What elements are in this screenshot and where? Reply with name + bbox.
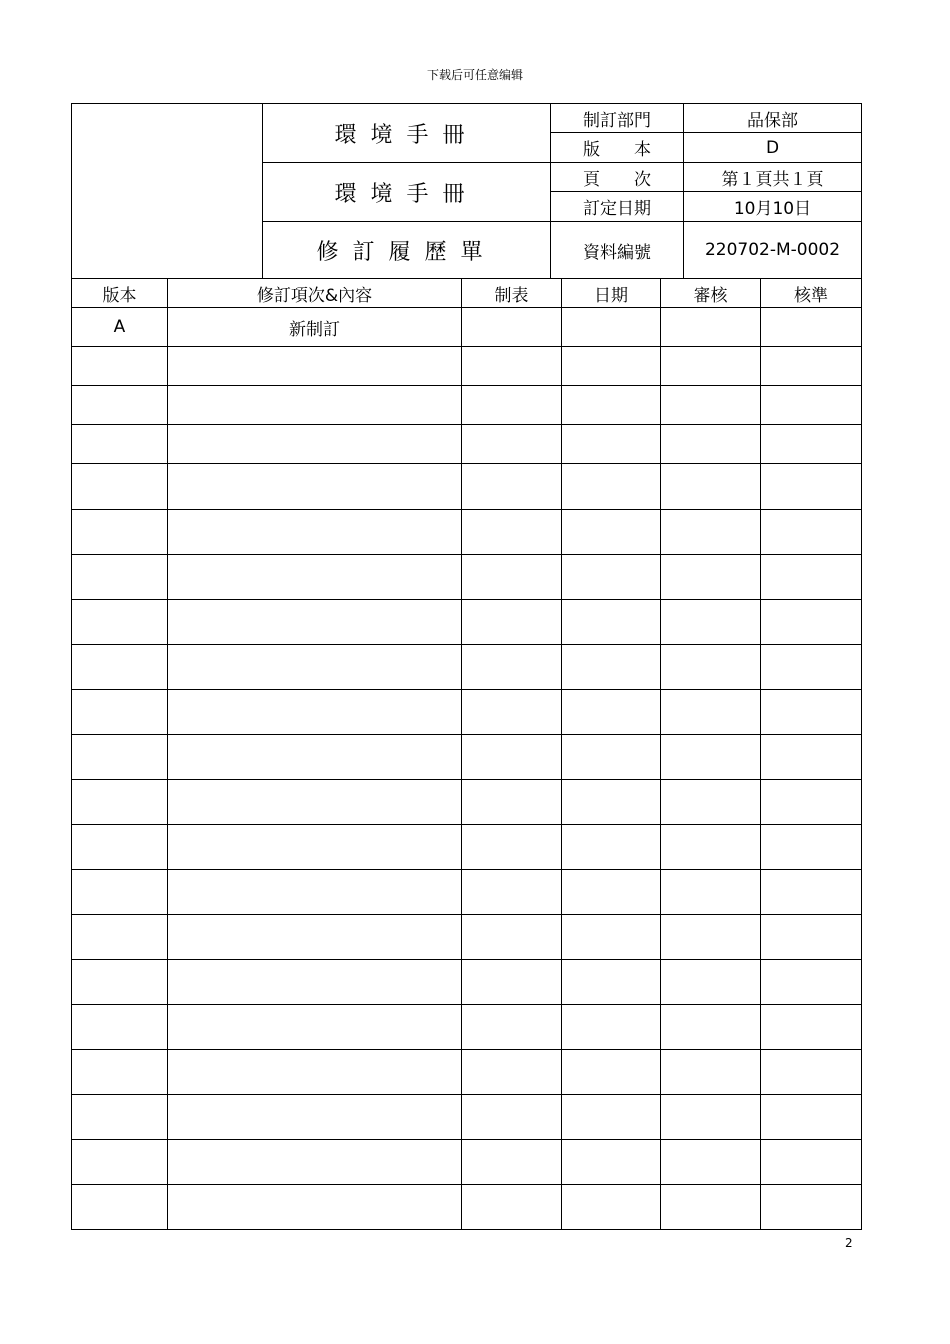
- cell-content: [168, 870, 462, 915]
- column-header-content: 修訂項次&內容: [168, 279, 462, 308]
- cell-content: [168, 1005, 462, 1050]
- cell-content: [168, 915, 462, 960]
- dept-value: 品保部: [684, 104, 862, 133]
- cell-approved: [761, 425, 862, 464]
- cell-prepared: [462, 1095, 562, 1140]
- manual-title-1: 環境手冊: [263, 104, 551, 163]
- cell-version: [72, 960, 168, 1005]
- top-note: 下载后可任意编辑: [426, 68, 523, 82]
- cell-content: [168, 780, 462, 825]
- cell-content: [168, 600, 462, 645]
- cell-version: [72, 645, 168, 690]
- page-label: 頁 次: [551, 163, 684, 192]
- cell-reviewed: [661, 1050, 761, 1095]
- table-row: [72, 308, 862, 347]
- form-title: 修訂履歷單: [263, 222, 551, 279]
- cell-approved: [761, 825, 862, 870]
- cell-content: 新制訂: [168, 308, 462, 347]
- table-row: [72, 510, 862, 555]
- cell-approved: [761, 1140, 862, 1185]
- cell-date: [562, 347, 661, 386]
- cell-version: [72, 386, 168, 425]
- cell-date: [562, 780, 661, 825]
- cell-reviewed: [661, 1095, 761, 1140]
- cell-version: A: [72, 308, 168, 347]
- cell-version: [72, 1005, 168, 1050]
- cell-prepared: [462, 1140, 562, 1185]
- page-value: 第１頁共１頁: [684, 163, 862, 192]
- cell-approved: [761, 555, 862, 600]
- cell-content: [168, 1185, 462, 1230]
- cell-version: [72, 1185, 168, 1230]
- cell-reviewed: [661, 386, 761, 425]
- cell-approved: [761, 735, 862, 780]
- cell-content: [168, 555, 462, 600]
- column-header-date: 日期: [562, 279, 661, 308]
- cell-content: [168, 1050, 462, 1095]
- cell-date: [562, 1005, 661, 1050]
- cell-approved: [761, 386, 862, 425]
- cell-version: [72, 600, 168, 645]
- cell-content: [168, 645, 462, 690]
- table-row: [72, 1185, 862, 1230]
- cell-date: [562, 825, 661, 870]
- cell-content: [168, 690, 462, 735]
- cell-prepared: [462, 735, 562, 780]
- cell-prepared: [462, 386, 562, 425]
- cell-reviewed: [661, 347, 761, 386]
- version-label: 版 本: [551, 133, 684, 163]
- cell-version: [72, 780, 168, 825]
- cell-prepared: [462, 464, 562, 510]
- cell-reviewed: [661, 510, 761, 555]
- table-row: [72, 600, 862, 645]
- cell-approved: [761, 960, 862, 1005]
- table-row: [72, 1095, 862, 1140]
- cell-reviewed: [661, 960, 761, 1005]
- cell-version: [72, 825, 168, 870]
- cell-date: [562, 510, 661, 555]
- cell-date: [562, 308, 661, 347]
- cell-reviewed: [661, 915, 761, 960]
- docno-label: 資料編號: [551, 222, 684, 279]
- date-label: 訂定日期: [551, 192, 684, 222]
- cell-approved: [761, 915, 862, 960]
- cell-prepared: [462, 690, 562, 735]
- cell-version: [72, 510, 168, 555]
- document-header-table: [71, 103, 862, 279]
- cell-date: [562, 1050, 661, 1095]
- manual-title-2: 環境手冊: [263, 163, 551, 222]
- cell-approved: [761, 870, 862, 915]
- table-row: [72, 915, 862, 960]
- cell-prepared: [462, 915, 562, 960]
- table-row: [72, 735, 862, 780]
- cell-version: [72, 425, 168, 464]
- cell-reviewed: [661, 425, 761, 464]
- cell-prepared: [462, 1185, 562, 1230]
- cell-version: [72, 1095, 168, 1140]
- cell-approved: [761, 600, 862, 645]
- table-header-row: [72, 279, 862, 308]
- cell-version: [72, 915, 168, 960]
- column-header-prepared: 制表: [462, 279, 562, 308]
- cell-content: [168, 825, 462, 870]
- cell-prepared: [462, 645, 562, 690]
- cell-prepared: [462, 780, 562, 825]
- cell-reviewed: [661, 690, 761, 735]
- table-row: [72, 555, 862, 600]
- cell-date: [562, 1185, 661, 1230]
- table-row: [72, 645, 862, 690]
- cell-date: [562, 915, 661, 960]
- cell-content: [168, 347, 462, 386]
- cell-reviewed: [661, 1140, 761, 1185]
- cell-prepared: [462, 347, 562, 386]
- cell-date: [562, 735, 661, 780]
- cell-content: [168, 510, 462, 555]
- cell-reviewed: [661, 308, 761, 347]
- cell-approved: [761, 464, 862, 510]
- cell-date: [562, 960, 661, 1005]
- table-row: [72, 780, 862, 825]
- cell-version: [72, 735, 168, 780]
- cell-content: [168, 464, 462, 510]
- cell-content: [168, 386, 462, 425]
- docno-value: 220702-M-0002: [684, 222, 862, 279]
- cell-date: [562, 425, 661, 464]
- table-row: [72, 1005, 862, 1050]
- cell-approved: [761, 1095, 862, 1140]
- table-row: [72, 870, 862, 915]
- cell-version: [72, 1140, 168, 1185]
- table-row: [72, 825, 862, 870]
- cell-reviewed: [661, 600, 761, 645]
- cell-reviewed: [661, 735, 761, 780]
- cell-prepared: [462, 425, 562, 464]
- cell-reviewed: [661, 1005, 761, 1050]
- table-row: [72, 960, 862, 1005]
- table-row: [72, 464, 862, 510]
- cell-date: [562, 645, 661, 690]
- cell-approved: [761, 1050, 862, 1095]
- cell-prepared: [462, 308, 562, 347]
- cell-approved: [761, 780, 862, 825]
- cell-approved: [761, 1185, 862, 1230]
- cell-approved: [761, 690, 862, 735]
- cell-date: [562, 690, 661, 735]
- cell-reviewed: [661, 825, 761, 870]
- cell-prepared: [462, 555, 562, 600]
- table-row: [72, 425, 862, 464]
- cell-prepared: [462, 600, 562, 645]
- table-row: [72, 386, 862, 425]
- table-row: [72, 690, 862, 735]
- cell-date: [562, 600, 661, 645]
- cell-content: [168, 960, 462, 1005]
- dept-label: 制訂部門: [551, 104, 684, 133]
- page-number: 2: [845, 1236, 853, 1250]
- table-row: [72, 1140, 862, 1185]
- logo-area: [72, 104, 263, 279]
- cell-content: [168, 1095, 462, 1140]
- cell-version: [72, 347, 168, 386]
- cell-version: [72, 870, 168, 915]
- cell-content: [168, 735, 462, 780]
- cell-reviewed: [661, 555, 761, 600]
- cell-date: [562, 1095, 661, 1140]
- version-value: D: [684, 133, 862, 163]
- cell-reviewed: [661, 1185, 761, 1230]
- cell-approved: [761, 347, 862, 386]
- table-row: [72, 1050, 862, 1095]
- cell-content: [168, 1140, 462, 1185]
- cell-prepared: [462, 960, 562, 1005]
- cell-approved: [761, 645, 862, 690]
- cell-prepared: [462, 870, 562, 915]
- cell-content: [168, 425, 462, 464]
- column-header-reviewed: 審核: [661, 279, 761, 308]
- cell-version: [72, 1050, 168, 1095]
- cell-prepared: [462, 1050, 562, 1095]
- cell-approved: [761, 1005, 862, 1050]
- cell-reviewed: [661, 645, 761, 690]
- cell-version: [72, 690, 168, 735]
- revision-history-table: [71, 278, 862, 1230]
- cell-reviewed: [661, 870, 761, 915]
- column-header-approved: 核準: [761, 279, 862, 308]
- cell-version: [72, 555, 168, 600]
- cell-date: [562, 464, 661, 510]
- date-value: 10月10日: [684, 192, 862, 222]
- cell-prepared: [462, 1005, 562, 1050]
- cell-date: [562, 1140, 661, 1185]
- cell-reviewed: [661, 464, 761, 510]
- cell-prepared: [462, 510, 562, 555]
- column-header-version: 版本: [72, 279, 168, 308]
- table-row: [72, 347, 862, 386]
- cell-date: [562, 555, 661, 600]
- cell-approved: [761, 510, 862, 555]
- cell-date: [562, 870, 661, 915]
- cell-reviewed: [661, 780, 761, 825]
- cell-prepared: [462, 825, 562, 870]
- cell-approved: [761, 308, 862, 347]
- cell-date: [562, 386, 661, 425]
- cell-version: [72, 464, 168, 510]
